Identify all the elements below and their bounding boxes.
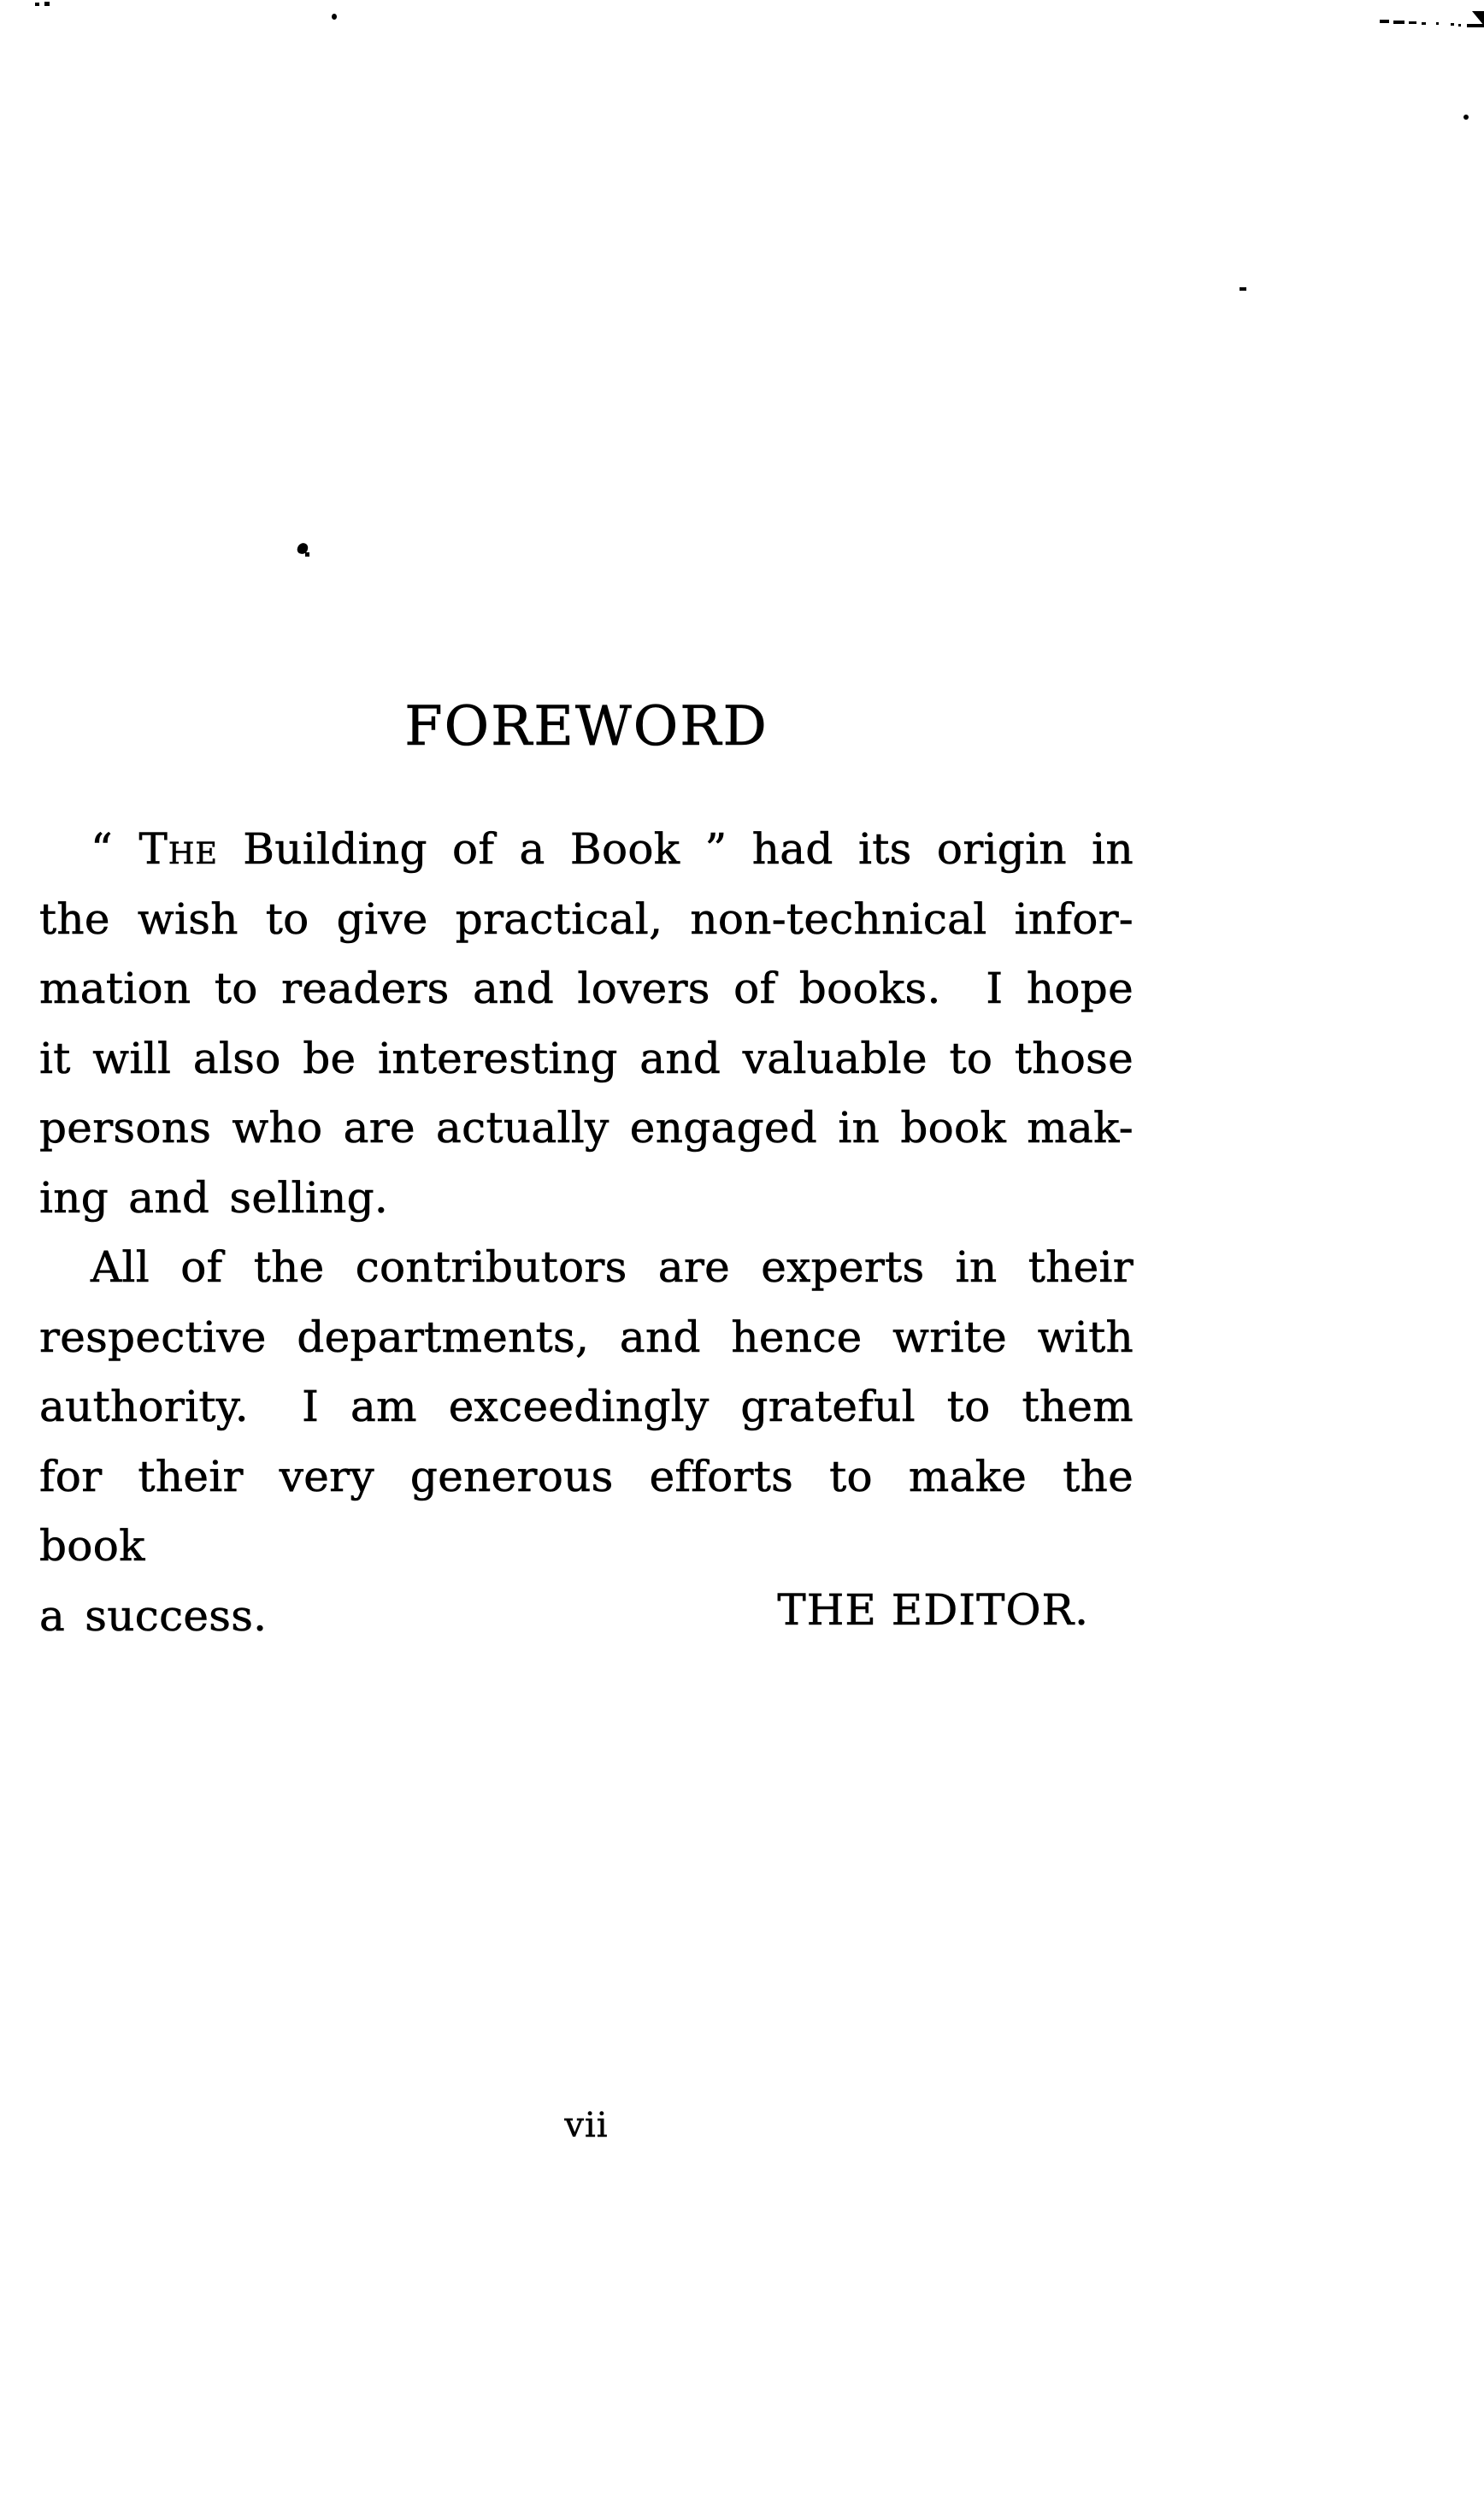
body-line: the wish to give practical, non-technical infor-: [39, 893, 1134, 944]
body-line: respective departments, and hence write with: [39, 1312, 1134, 1362]
page-title: FOREWORD: [404, 695, 768, 758]
page-number: vii: [564, 2106, 609, 2145]
ink-speck: [1240, 287, 1246, 291]
ink-speck: [332, 14, 337, 20]
lead-smallcaps: “ The: [91, 824, 218, 874]
corner-dash-mark: [1451, 23, 1454, 26]
corner-dash-mark: [1409, 21, 1416, 24]
body-line: mation to readers and lovers of books. I hope: [39, 964, 1134, 1013]
ink-speck: [44, 2, 50, 6]
corner-dash-mark: [1458, 24, 1461, 27]
corner-dash-mark: [1422, 22, 1426, 25]
corner-dash-mark: [1436, 22, 1439, 25]
body-line: ing and selling.: [39, 1172, 389, 1223]
corner-dash-mark: [1393, 21, 1404, 24]
body-line: [39, 815, 1134, 885]
body-line: persons who are actually engaged in book mak-: [39, 1103, 1134, 1153]
body-line: All of the contributors are experts in their: [91, 1242, 1134, 1292]
body-line: for their very generous efforts to make the book: [39, 1451, 1134, 1571]
ink-speck: [35, 3, 39, 6]
ink-speck: [1463, 115, 1469, 120]
ink-blob: [305, 552, 309, 557]
body-line: it will also be interesting and valuable to those: [39, 1033, 1134, 1083]
body-line: authority. I am exceedingly grateful to them: [39, 1382, 1134, 1431]
editor-signature: THE EDITOR.: [777, 1585, 1089, 1635]
line1-rest: Building of a Book ” had its origin in: [217, 824, 1134, 874]
body-line: a success.: [39, 1590, 268, 1641]
foreword-body: [39, 815, 1134, 1651]
corner-dash-mark: [1380, 20, 1389, 23]
corner-dash-mark: [1467, 24, 1484, 27]
